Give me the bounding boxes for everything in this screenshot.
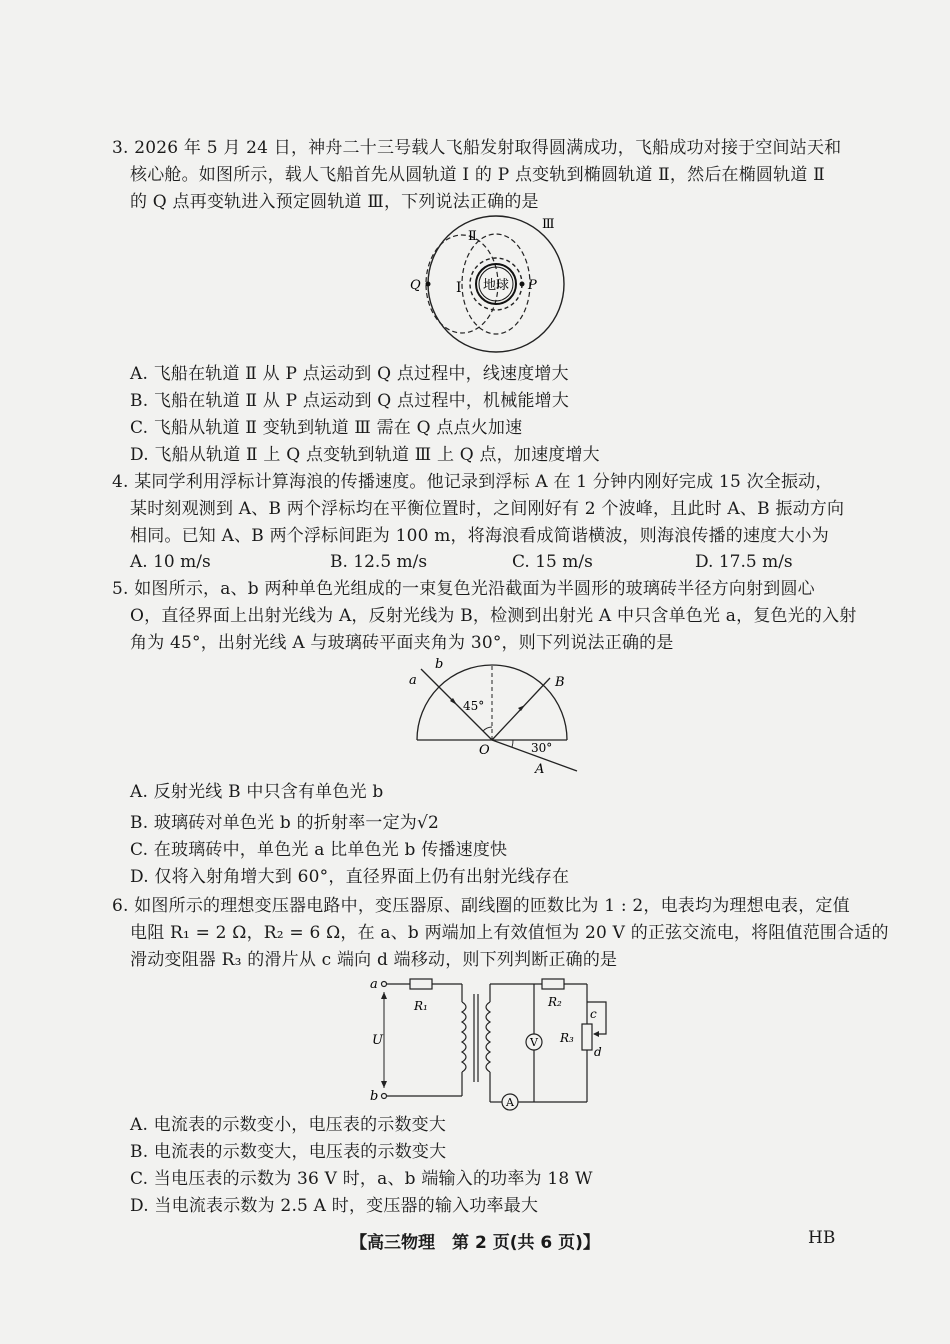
rheostat-r3	[582, 1024, 592, 1050]
page-footer: 【高三物理 第 2 页(共 6 页)】	[350, 1233, 600, 1253]
q6-option-d: D. 当电流表示数为 2.5 A 时，变压器的输入功率最大	[130, 1196, 539, 1216]
primary-coil	[462, 1002, 466, 1072]
label-a: a	[370, 977, 378, 992]
q3-option-b: B. 飞船在轨道 Ⅱ 从 P 点运动到 Q 点过程中，机械能增大	[130, 391, 570, 411]
terminal-b	[382, 1094, 387, 1099]
secondary-coil	[486, 1002, 490, 1072]
label-a: a	[409, 673, 417, 688]
q6-stem-line-2: 电阻 R₁ = 2 Ω，R₂ = 6 Ω，在 a、b 两端加上有效值恒为 20 V 的正弦交流电，将阻值范围合适的	[130, 923, 889, 943]
q6-stem-line-1: 6. 如图所示的理想变压器电路中，变压器原、副线圈的匝数比为 1 : 2，电表均为理想电表，定值	[112, 896, 850, 916]
q4-option-a: A. 10 m/s	[130, 552, 211, 572]
label-voltmeter: V	[530, 1036, 538, 1049]
orbit-diagram	[400, 212, 580, 362]
q3-option-d: D. 飞船从轨道 Ⅱ 上 Q 点变轨到轨道 Ⅲ 上 Q 点，加速度增大	[130, 445, 600, 465]
label-ammeter: A	[506, 1096, 514, 1109]
voltage-arrow-down	[381, 1081, 387, 1088]
q4-stem-line-1: 4. 某同学利用浮标计算海浪的传播速度。他记录到浮标 A 在 1 分钟内刚好完成 15 次全振动，	[112, 472, 833, 492]
q5-stem-line-1: 5. 如图所示，a、b 两种单色光组成的一束复色光沿截面为半圆形的玻璃砖半径方向射到圆心	[112, 579, 815, 599]
angle-45-arc	[483, 727, 492, 731]
angle-30-arc	[512, 740, 513, 747]
orbit-3-label: Ⅲ	[542, 217, 555, 232]
label-c: c	[590, 1007, 597, 1021]
q5-option-a: A. 反射光线 B 中只含有单色光 b	[130, 782, 384, 802]
orbit-1-label: Ⅰ	[456, 280, 462, 296]
q3-stem-line-1: 3. 2026 年 5 月 24 日，神舟二十三号载人飞船发射取得圆满成功，飞船成功对接于空间站天和	[112, 138, 842, 158]
q4-option-c: C. 15 m/s	[512, 552, 593, 572]
label-b: b	[435, 657, 444, 672]
q6-option-c: C. 当电压表的示数为 36 V 时，a、b 端输入的功率为 18 W	[130, 1169, 593, 1189]
resistor-r2	[542, 979, 564, 989]
resistor-r1	[410, 979, 432, 989]
label-U: U	[372, 1033, 383, 1048]
exam-code: HB	[808, 1228, 836, 1248]
voltage-arrow-up	[381, 992, 387, 999]
q6-option-a: A. 电流表的示数变小，电压表的示数变大	[130, 1115, 447, 1135]
label-A: A	[535, 762, 545, 776]
p-label: P	[528, 278, 537, 293]
label-r3: R₃	[560, 1031, 574, 1045]
label-r2: R₂	[548, 995, 562, 1009]
point-p	[520, 282, 525, 287]
label-B: B	[555, 675, 565, 690]
q5-stem-line-3: 角为 45°，出射光线 A 与玻璃砖平面夹角为 30°，则下列说法正确的是	[130, 633, 674, 653]
q3-option-a: A. 飞船在轨道 Ⅱ 从 P 点运动到 Q 点过程中，线速度增大	[130, 364, 569, 384]
slider-arrow	[593, 1031, 599, 1037]
label-45: 45°	[463, 699, 485, 713]
label-b: b	[370, 1089, 379, 1104]
refraction-diagram	[405, 656, 580, 776]
q4-option-b: B. 12.5 m/s	[330, 552, 428, 572]
q-label: Q	[410, 278, 421, 293]
reflected-arrow	[518, 705, 525, 711]
q4-stem-line-2: 某时刻观测到 A、B 两个浮标均在平衡位置时，之间刚好有 2 个波峰，且此时 A、B 振动方向	[130, 499, 845, 519]
q3-option-c: C. 飞船从轨道 Ⅱ 变轨到轨道 Ⅲ 需在 Q 点点火加速	[130, 418, 523, 438]
q6-stem-line-3: 滑动变阻器 R₃ 的滑片从 c 端向 d 端移动，则下列判断正确的是	[130, 950, 618, 970]
transformer-circuit	[362, 972, 622, 1112]
earth-label: 地球	[482, 278, 510, 293]
q5-option-c: C. 在玻璃砖中，单色光 a 比单色光 b 传播速度快	[130, 840, 508, 860]
point-q	[426, 282, 431, 287]
terminal-a	[382, 982, 387, 987]
label-d: d	[594, 1045, 602, 1059]
q3-stem-line-3: 的 Q 点再变轨进入预定圆轨道 Ⅲ，下列说法正确的是	[130, 192, 539, 212]
q4-stem-line-3: 相同。已知 A、B 两个浮标间距为 100 m，将海浪看成简谐横波，则海浪传播的速度大小为	[130, 526, 829, 546]
label-r1: R₁	[414, 999, 428, 1013]
orbit-2-label: Ⅱ	[468, 229, 477, 244]
q6-option-b: B. 电流表的示数变大，电压表的示数变大	[130, 1142, 447, 1162]
q4-option-d: D. 17.5 m/s	[695, 552, 793, 572]
label-O: O	[479, 743, 490, 758]
q5-option-d: D. 仅将入射角增大到 60°，直径界面上仍有出射光线存在	[130, 867, 570, 887]
q5-option-b: B. 玻璃砖对单色光 b 的折射率一定为√2	[130, 813, 440, 833]
q5-stem-line-2: O，直径界面上出射光线为 A，反射光线为 B，检测到出射光 A 中只含单色光 a，复色光的入射	[130, 606, 857, 626]
q3-stem-line-2: 核心舱。如图所示，载人飞船首先从圆轨道 Ⅰ 的 P 点变轨到椭圆轨道 Ⅱ，然后在椭圆轨道 Ⅱ	[130, 165, 825, 185]
label-30: 30°	[531, 741, 553, 755]
